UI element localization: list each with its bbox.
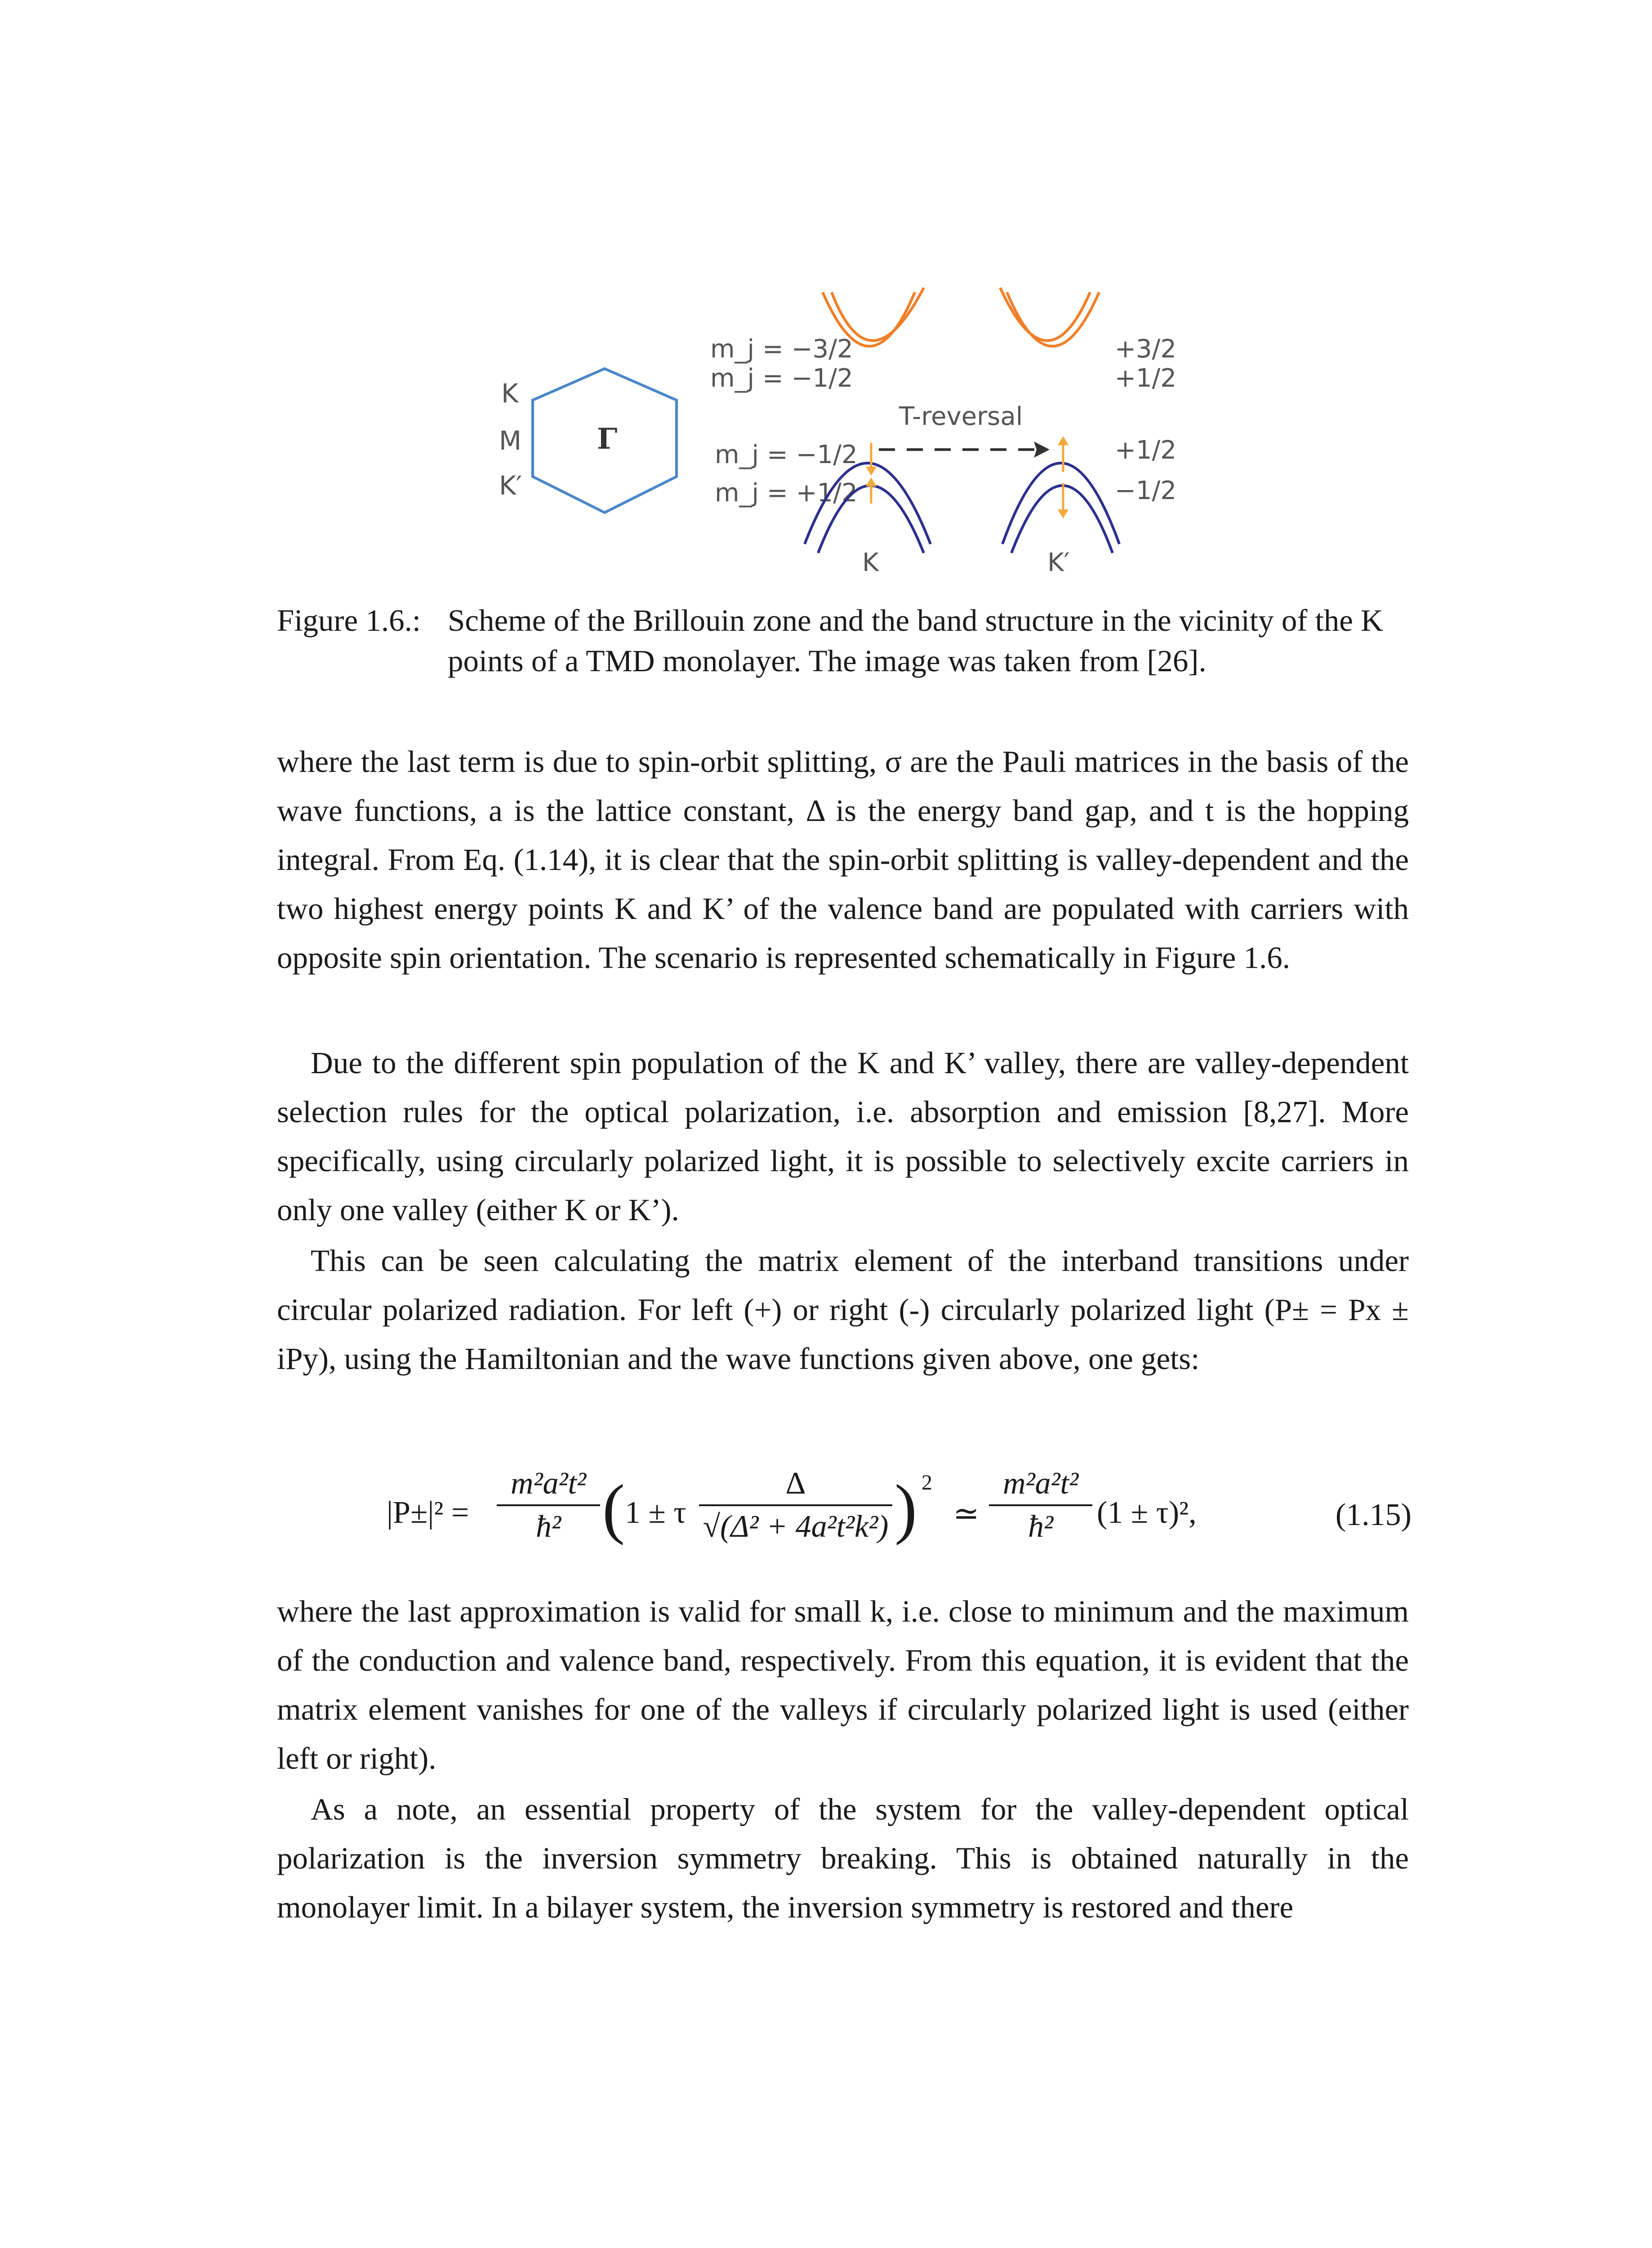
right-label-vb-upper: +1/2: [1115, 436, 1177, 465]
equation-approx: ≃: [953, 1497, 980, 1531]
zone-label-kprime: K′: [499, 470, 522, 501]
spin-arrowhead-k-down: [866, 467, 877, 476]
equation-number: (1.15): [1335, 1498, 1412, 1532]
gamma-label: Γ: [597, 422, 618, 456]
caption-label: Figure 1.6.:: [277, 603, 421, 638]
equation-1-15: [387, 1448, 1412, 1574]
mj-label-cb-lower: m_j = −1/2: [710, 364, 853, 393]
fraction-1-denominator: ħ²: [536, 1509, 561, 1544]
fraction-3-denominator: ħ²: [1028, 1509, 1053, 1544]
valley-label-k: K: [862, 548, 879, 577]
right-label-cb-upper: +3/2: [1115, 335, 1177, 364]
valley-label-kprime: K′: [1047, 548, 1070, 577]
equation-fraction-2: [699, 1466, 892, 1545]
paragraph-selection-rules: Due to the different spin population of the K and K’ valley, there are valley-dependent selection rules for the optical polarization, i.e. absorption and emission [8,27]. More specifically, using circularly polarized light, it is possible to selectively excite carriers in only one valley (either K or K’).: [277, 1046, 1409, 1227]
fraction-3-numerator: m²a²t²: [1003, 1466, 1078, 1501]
equation-fraction-1: [497, 1466, 600, 1545]
spin-arrowhead-k-up: [866, 477, 877, 486]
spin-arrowhead-kprime-down: [1058, 509, 1069, 518]
zone-label-m: M: [499, 425, 522, 456]
mj-label-cb-upper: m_j = −3/2: [710, 335, 853, 364]
equation-inner-term: 1 ± τ: [625, 1495, 686, 1530]
band-structure-figure: [0, 0, 1652, 584]
equation-tail: (1 ± τ)²,: [1097, 1495, 1197, 1530]
paragraph-approximation: where the last approximation is valid for small k, i.e. close to minimum and the maximum of the conduction and valence band, respectively. From this equation, it is evident that the matrix element vanishes for one of the valleys if circularly polarized light is used (either left or right).: [277, 1594, 1409, 1775]
right-label-vb-lower: −1/2: [1115, 476, 1177, 505]
figure-caption: [277, 600, 1410, 681]
fraction-1-numerator: m²a²t²: [511, 1466, 586, 1501]
paragraph-inversion-symmetry: As a note, an essential property of the system for the valley-dependent optical polarization is the inversion symmetry breaking. This is obtained naturally in the monolayer limit. In a bilayer system, the inversion symmetry is restored and there: [277, 1792, 1409, 1924]
equation-power: 2: [922, 1471, 932, 1494]
mj-label-vb-lower: m_j = +1/2: [715, 478, 858, 508]
valence-band-k-upper: [805, 463, 931, 544]
right-label-cb-lower: +1/2: [1115, 364, 1177, 393]
mj-label-vb-upper: m_j = −1/2: [715, 440, 858, 469]
left-paren: (: [602, 1471, 625, 1546]
fraction-2-numerator: Δ: [785, 1466, 806, 1501]
caption-text: Scheme of the Brillouin zone and the band structure in the vicinity of the K points of a TMD monolayer. The image was taken from [26].: [448, 603, 1383, 678]
spin-arrowhead-kprime-up: [1058, 436, 1069, 445]
equation-fraction-3: [989, 1466, 1092, 1545]
fraction-2-denominator: √(Δ² + 4a²t²k²): [703, 1509, 889, 1544]
right-paren: ): [895, 1471, 917, 1546]
equation-lhs: |P±|² =: [387, 1495, 469, 1530]
zone-label-k: K: [501, 378, 519, 409]
paragraph-matrix-element: This can be seen calculating the matrix element of the interband transitions under circular polarized radiation. For left (+) or right (-) circularly polarized light (P± = Px ± iPy), using the Hamiltonian and the wave functions given above, one gets:: [277, 1244, 1409, 1376]
paragraph-spin-orbit: where the last term is due to spin-orbit splitting, σ are the Pauli matrices in the basis of the wave functions, a is the lattice constant, Δ is the energy band gap, and t is the hopping integral. From Eq. (1.14), it is clear that the spin-orbit splitting is valley-dependent and the two highest energy points K and K’ of the valence band are populated with carriers with opposite spin orientation. The scenario is represented schematically in Figure 1.6.: [277, 745, 1409, 975]
t-reversal-label: T-reversal: [899, 402, 1023, 431]
t-reversal-arrowhead: [1034, 442, 1050, 458]
